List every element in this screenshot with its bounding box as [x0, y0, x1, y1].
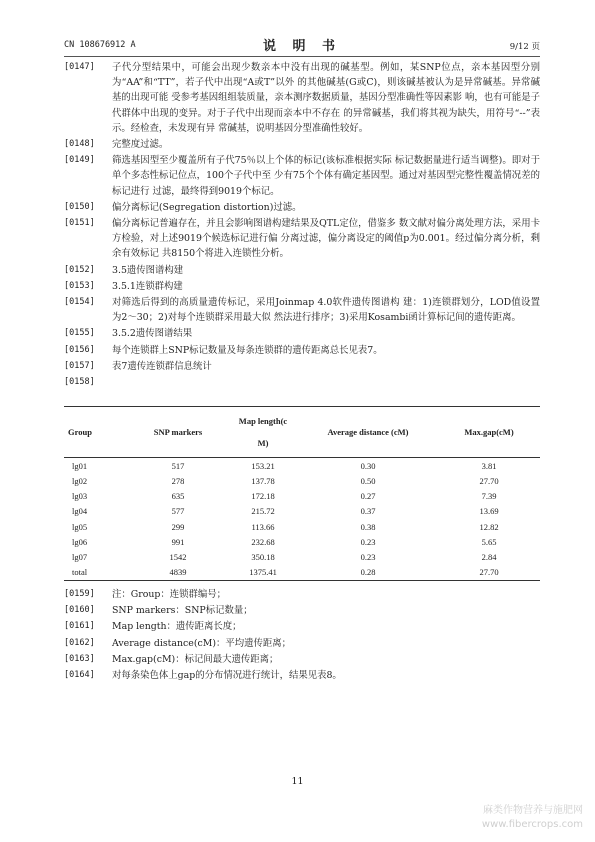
paragraph-text: 对筛选后得到的高质量遗传标记，采用Joinmap 4.0软件遗传图谱构 建：1)连锁群划分，LOD值设置为2～30；2)对每个连锁群采用最大似 然法进行排序；3)采用Kosambi函计算标记间的遗传距离。	[112, 297, 540, 324]
table-cell: 137.78	[251, 475, 275, 486]
paragraph	[64, 603, 540, 618]
watermark-line-2: www.fibercrops.com	[481, 819, 583, 830]
table-cell: 7.39	[481, 491, 497, 502]
paragraph-text: 筛选基因型至少覆盖所有子代75％以上个体的标记(该标准根据实际 标记数据量进行适当调整)。即对于单个多态性标记位点，100个子代中至 少有75个个体有确定基因型。通过对基因型完整性覆盖情况差的标记进行 过滤，最终得到9019个标记。	[112, 155, 540, 197]
paragraph-number: [0152]	[64, 264, 95, 275]
table-row	[64, 519, 540, 534]
table-cell: total	[64, 565, 128, 581]
table-cell: lg01	[72, 460, 88, 471]
paragraph-number: [0151]	[64, 218, 95, 229]
header-average-distance: Average distance (cM)	[298, 407, 438, 458]
paragraph-number: [0163]	[64, 653, 95, 664]
table-cell: 0.23	[360, 551, 376, 562]
paragraph-text: SNP markers：SNP标记数量；	[112, 605, 253, 617]
document-title: 说 明 书	[262, 39, 342, 54]
header-snp-markers: SNP markers	[128, 407, 228, 458]
table-cell: 299	[171, 521, 185, 532]
table-cell: 0.30	[360, 460, 376, 471]
table-row	[64, 504, 540, 519]
paragraph-text: 注：Group：连锁群编号；	[112, 588, 227, 600]
paragraph	[64, 295, 540, 325]
page-indicator: 9/12 页	[509, 42, 540, 52]
paragraph	[64, 263, 540, 278]
table-cell: 278	[171, 475, 185, 486]
paragraph	[64, 652, 540, 667]
paragraph-number: [0150]	[64, 201, 95, 212]
paragraph-number: [0161]	[64, 621, 95, 632]
table-cell: 215.72	[251, 506, 275, 517]
table-cell: lg04	[72, 506, 88, 517]
header-max-gap: Max.gap(cM)	[438, 407, 540, 458]
paragraph-text: 偏分离标记(Segregation distortion)过滤。	[112, 201, 302, 213]
paragraph	[64, 587, 540, 602]
table-header-row	[64, 407, 540, 458]
paragraph-text: Average distance(cM)：平均遗传距离；	[112, 637, 292, 649]
table-cell: 4839	[128, 565, 228, 581]
table-cell: 12.82	[479, 521, 499, 532]
paragraph-text: 完整度过滤。	[112, 139, 169, 151]
table-cell: 5.65	[481, 536, 497, 547]
table-cell: 153.21	[251, 460, 275, 471]
paragraph-number: [0158]	[64, 377, 95, 388]
paragraph-text: 3.5.2遗传图谱结果	[112, 328, 193, 340]
paragraph-number: [0148]	[64, 139, 95, 150]
table-cell: 172.18	[251, 491, 275, 502]
header-map-length-text: Map length(cM)	[238, 416, 288, 449]
paragraph-number: [0153]	[64, 280, 95, 291]
paragraph	[64, 153, 540, 199]
paragraph-text: Max.gap(cM)：标记间最大遗传距离；	[112, 653, 279, 665]
table-row	[64, 473, 540, 488]
table-cell: 577	[171, 506, 185, 517]
table-cell: 0.23	[360, 536, 376, 547]
table-cell: 0.38	[360, 521, 376, 532]
table-cell: lg05	[72, 521, 88, 532]
paragraph-text: 3.5.1连锁群构建	[112, 280, 183, 292]
paragraph	[64, 60, 540, 136]
linkage-group-table-wrapper	[64, 406, 540, 581]
table-cell: 27.70	[479, 475, 499, 486]
table-cell: 113.66	[251, 521, 275, 532]
table-row	[64, 534, 540, 549]
page-number: 11	[291, 776, 304, 787]
paragraph	[64, 636, 540, 651]
table-cell: lg07	[72, 551, 88, 562]
paragraph-number: [0149]	[64, 155, 95, 166]
table-cell: 232.68	[251, 536, 275, 547]
linkage-group-table	[64, 406, 540, 581]
paragraph	[64, 279, 540, 294]
header-rule	[64, 56, 540, 57]
paragraph	[64, 619, 540, 634]
table-cell: 0.37	[360, 506, 376, 517]
table-cell: 0.27	[360, 491, 376, 502]
paragraph-number: [0147]	[64, 62, 95, 72]
paragraph	[64, 200, 540, 215]
table-cell: 0.28	[298, 565, 438, 581]
table-cell: 3.81	[481, 460, 497, 471]
paragraph-text: 对每条染色体上gap的分布情况进行统计，结果见表8。	[112, 669, 342, 681]
paragraph	[64, 326, 540, 341]
table-cell: 13.69	[479, 506, 499, 517]
table-cell: 2.84	[481, 551, 497, 562]
paragraph	[64, 343, 540, 358]
header-map-length	[228, 407, 298, 458]
table-cell: 1375.41	[228, 565, 298, 581]
table-body	[64, 458, 540, 581]
paragraph-number: [0159]	[64, 588, 95, 599]
table-cell: lg02	[72, 475, 88, 486]
paragraph-number: [0156]	[64, 344, 95, 355]
paragraph-list	[64, 60, 540, 390]
table-cell: 0.50	[360, 475, 376, 486]
paragraph-text	[112, 375, 540, 390]
paragraph	[64, 216, 540, 262]
paragraph-text: Map length：遗传距离长度；	[112, 621, 242, 633]
table-cell: 517	[171, 460, 185, 471]
paragraph-number: [0162]	[64, 637, 95, 648]
patent-number: CN 108676912 A	[64, 40, 136, 50]
paragraph-number: [0154]	[64, 297, 95, 308]
table-row	[64, 549, 540, 564]
paragraph	[64, 668, 540, 683]
paragraph-number: [0164]	[64, 669, 95, 680]
paragraph	[64, 359, 540, 374]
paragraph-text: 每个连锁群上SNP标记数量及每条连锁群的遗传距离总长见表7。	[112, 344, 383, 356]
table-cell: 27.70	[438, 565, 540, 581]
table-cell: lg03	[72, 491, 88, 502]
paragraph-text: 子代分型结果中，可能会出现少数亲本中没有出现的碱基型。例如，某SNP位点，亲本基因型分别为“AA”和“TT”，若子代中出现“A或T”以外 的其他碱基(G或C)，则该碱基被认为是异常碱基。异常碱基的出现可能 受参考基因组组装质量，亲本测序数据质量，基因分型准确性等因素影 响，也有可能是子代群体中出现的变异。对于子代中出现而亲本中不存在 的异常碱基，我们将其视为缺失，用符号“--”表示。经检查，未发现有异 常碱基，说明基因分型准确性较好。	[112, 62, 540, 134]
notes-list	[64, 587, 540, 683]
watermark-line-1: 麻类作物营养与施肥网	[483, 805, 583, 816]
paragraph-text: 偏分离标记普遍存在，并且会影响图谱构建结果及QTL定位，借鉴多 数文献对偏分离处理方法，采用卡方检验，对上述9019个候选标记进行偏 分离过滤，偏分离设定的阈值p为0.001。经过偏分离分析，剩余有效标记 共8150个将进入连锁性分析。	[112, 218, 540, 260]
table-row	[64, 565, 540, 581]
table-cell: 350.18	[251, 551, 275, 562]
document-body	[64, 60, 540, 684]
table-cell: 991	[171, 536, 185, 547]
table-row	[64, 489, 540, 504]
paragraph-text: 表7遗传连锁群信息统计	[112, 360, 212, 372]
site-watermark	[482, 804, 583, 832]
page-header	[64, 38, 540, 54]
table-cell: 1542	[169, 551, 187, 562]
table-cell: lg06	[72, 536, 88, 547]
paragraph	[64, 375, 540, 390]
paragraph-number: [0157]	[64, 360, 95, 371]
table-cell: 635	[171, 491, 185, 502]
header-group: Group	[64, 407, 128, 458]
paragraph-number: [0155]	[64, 328, 95, 339]
paragraph-number: [0160]	[64, 605, 95, 616]
paragraph	[64, 137, 540, 152]
table-row	[64, 458, 540, 474]
paragraph-text: 3.5遗传图谱构建	[112, 264, 184, 276]
